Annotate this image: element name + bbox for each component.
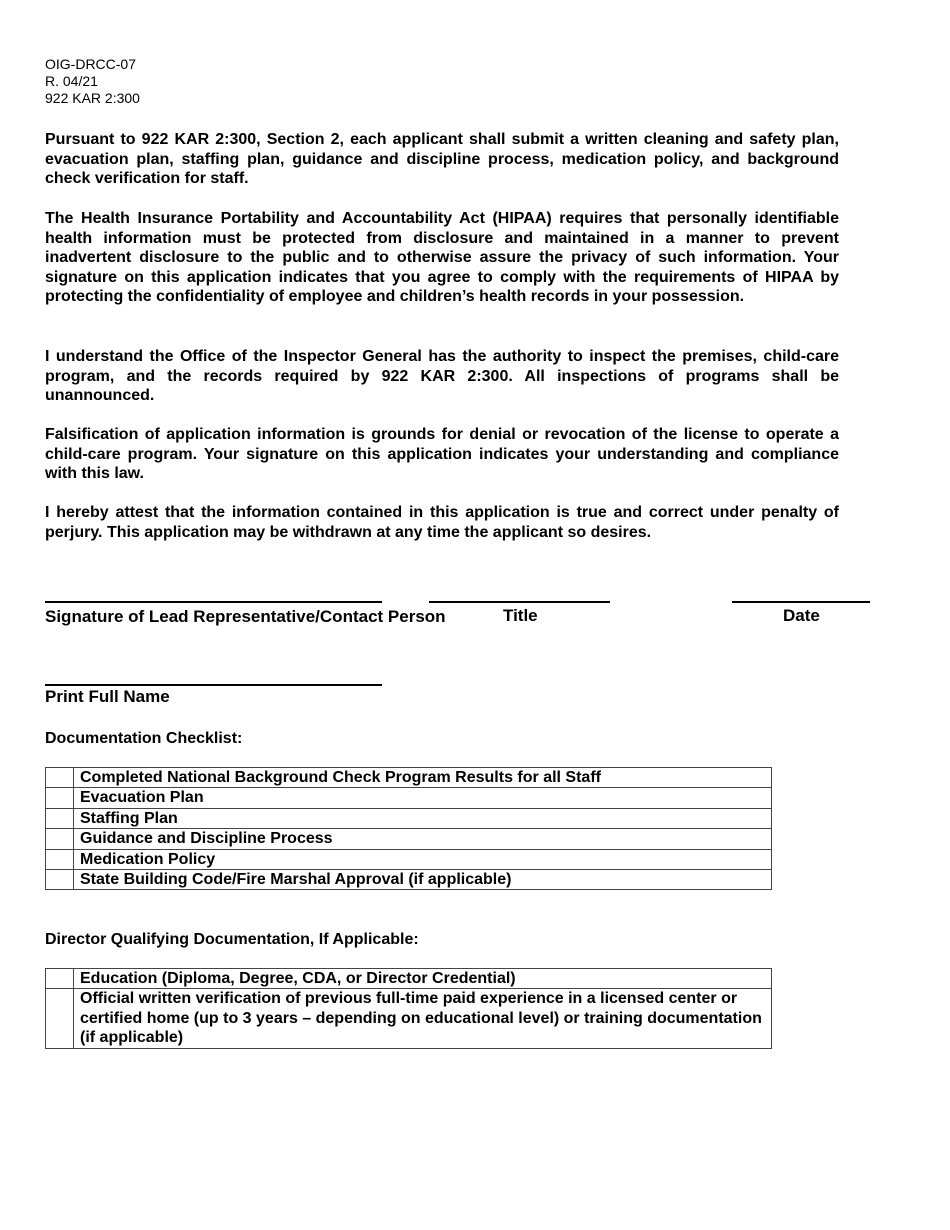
checklist-item-label: Staffing Plan (74, 808, 772, 828)
director-documentation-title: Director Qualifying Documentation, If Applicable: (45, 931, 419, 948)
checkbox-guidance-discipline[interactable] (46, 829, 74, 849)
paragraph-falsification: Falsification of application information is grounds for denial or revocation of the license to operate a child-care program. Your signature on this application indicates your understanding and compliance with this law. (45, 426, 839, 483)
table-row (46, 989, 772, 1048)
checkbox-staffing-plan[interactable] (46, 808, 74, 828)
table-row (46, 808, 772, 828)
signature-line[interactable] (45, 601, 382, 603)
paragraph-inspection-authority: I understand the Office of the Inspector General has the authority to inspect the premises, child-care program, and the records required by 922 KAR 2:300. All inspections of programs shall be unannounced. (45, 348, 839, 405)
paragraph-submission-requirements: Pursuant to 922 KAR 2:300, Section 2, each applicant shall submit a written cleaning and safety plan, evacuation plan, staffing plan, guidance and discipline process, medication policy, and background check verification for staff. (45, 131, 839, 188)
checkbox-experience-verification[interactable] (46, 989, 74, 1048)
date-line[interactable] (732, 601, 870, 603)
form-regulation: 922 KAR 2:300 (45, 90, 140, 106)
print-name-label: Print Full Name (45, 687, 170, 706)
checklist-item-label: Completed National Background Check Program Results for all Staff (74, 768, 772, 788)
form-id: OIG-DRCC-07 (45, 56, 137, 72)
checkbox-evacuation-plan[interactable] (46, 788, 74, 808)
checkbox-medication-policy[interactable] (46, 849, 74, 869)
date-label: Date (783, 606, 820, 625)
checkbox-education[interactable] (46, 969, 74, 989)
table-row (46, 788, 772, 808)
form-header (45, 56, 140, 107)
checklist-item-label: Medication Policy (74, 849, 772, 869)
paragraph-hipaa: The Health Insurance Portability and Accountability Act (HIPAA) requires that personally identifiable health information must be protected from disclosure and maintained in a manner to prevent inadvertent disclosure to the public and to otherwise assure the privacy of such information. Your signature on this application indicates that you agree to comply with the requirements of HIPAA by protecting the confidentiality of employee and children’s health records in your possession. (45, 210, 839, 306)
documentation-checklist-table (45, 767, 772, 890)
checkbox-background-check[interactable] (46, 768, 74, 788)
director-documentation-table (45, 968, 772, 1049)
checklist-item-label: State Building Code/Fire Marshal Approval (if applicable) (74, 870, 772, 890)
form-revision: R. 04/21 (45, 73, 98, 89)
checklist-item-label: Education (Diploma, Degree, CDA, or Director Credential) (74, 969, 772, 989)
table-row (46, 768, 772, 788)
paragraph-attestation: I hereby attest that the information contained in this application is true and correct under penalty of perjury. This application may be withdrawn at any time the applicant so desires. (45, 504, 839, 541)
title-line[interactable] (429, 601, 610, 603)
table-row (46, 849, 772, 869)
print-name-line[interactable] (45, 684, 382, 686)
table-row (46, 969, 772, 989)
checklist-item-label: Evacuation Plan (74, 788, 772, 808)
title-label: Title (503, 606, 538, 625)
table-row (46, 870, 772, 890)
documentation-checklist-title: Documentation Checklist: (45, 730, 243, 747)
checklist-item-label: Guidance and Discipline Process (74, 829, 772, 849)
checklist-item-label: Official written verification of previous full-time paid experience in a licensed center or certified home (up to 3 years – depending on educational level) or training documentation (if applicable) (74, 989, 772, 1048)
checkbox-building-code-approval[interactable] (46, 870, 74, 890)
form-page (45, 0, 905, 1230)
signature-label: Signature of Lead Representative/Contact Person (45, 607, 446, 626)
table-row (46, 829, 772, 849)
